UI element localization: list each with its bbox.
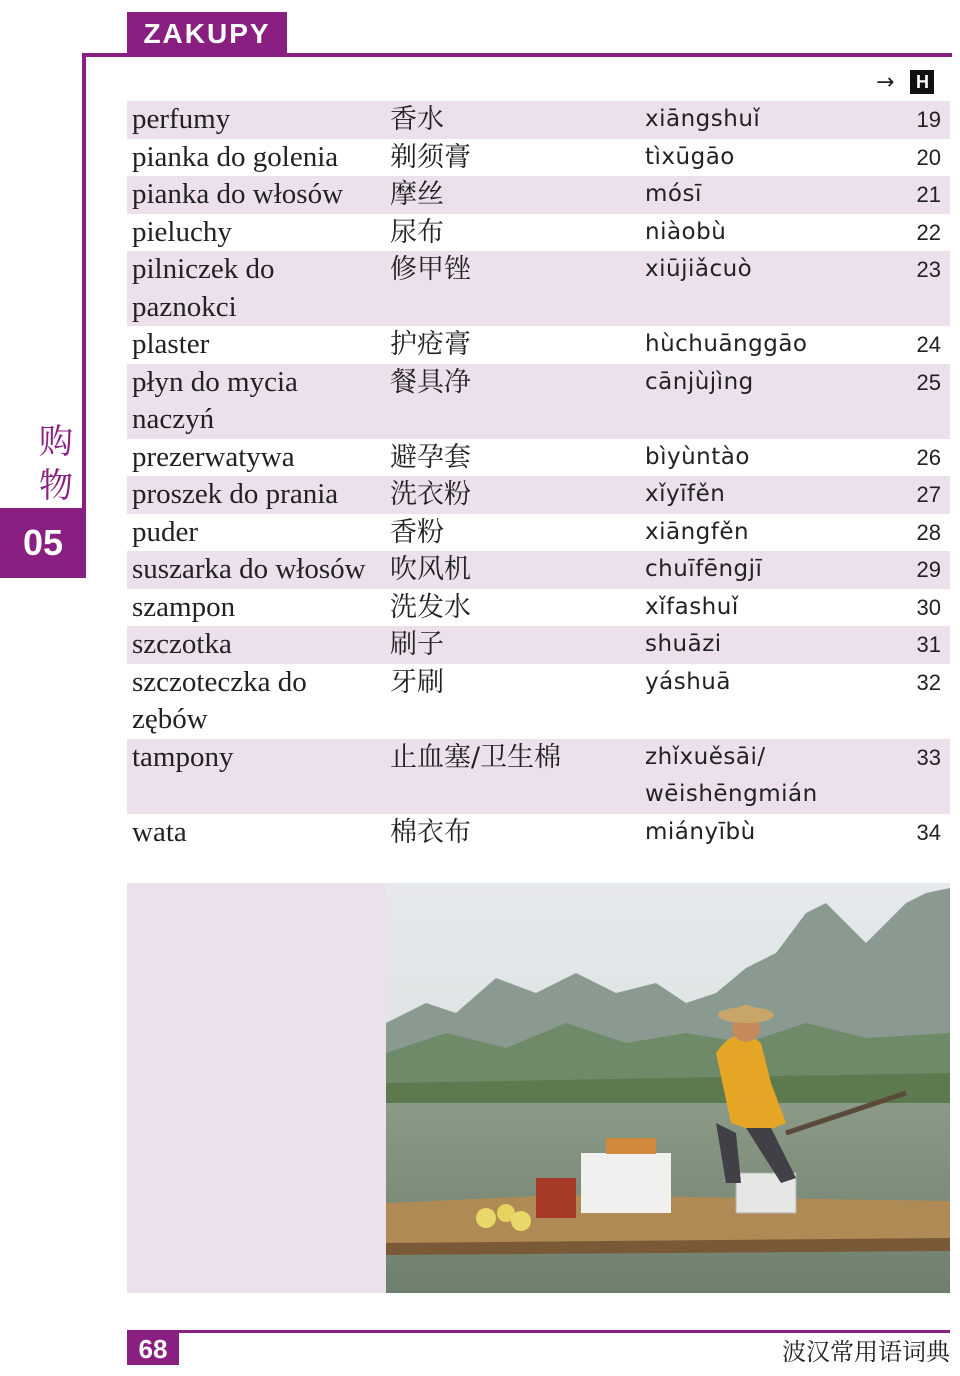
chinese-term: 护疮膏 — [390, 329, 471, 360]
table-row — [127, 364, 950, 439]
side-chinese-title: 购物 — [39, 422, 73, 506]
pinyin: tìxūgāo — [645, 143, 735, 170]
audio-number: 23 — [916, 257, 941, 282]
chinese-term: 香粉 — [390, 516, 444, 548]
chinese-term: 洗发水 — [390, 591, 471, 623]
pinyin: xǐfashuǐ — [645, 593, 739, 620]
page-number: 68 — [127, 1333, 179, 1365]
polish-term: płyn do mycia naczyń — [132, 365, 298, 435]
left-rule — [82, 53, 86, 523]
polish-term: prezerwatywa — [132, 440, 295, 473]
table-row — [127, 664, 950, 739]
chinese-term: 吹风机 — [390, 554, 471, 585]
table-row — [127, 101, 950, 139]
chinese-term: 刷子 — [390, 629, 444, 660]
pinyin: zhǐxuěsāi/ wēishēngmián — [645, 743, 818, 807]
pinyin: mósī — [645, 181, 702, 207]
table-row — [127, 214, 950, 252]
polish-term: puder — [132, 515, 199, 548]
pinyin: xǐyīfěn — [645, 481, 726, 507]
pinyin: miányībù — [645, 818, 756, 845]
book-title: 波汉常用语词典 — [782, 1337, 950, 1366]
pinyin: yáshuā — [645, 668, 731, 695]
photo-side-panel — [127, 883, 386, 1293]
polish-term: tampony — [132, 740, 234, 773]
chinese-term: 棉衣布 — [390, 816, 471, 848]
audio-number: 25 — [916, 369, 941, 395]
table-row — [127, 176, 950, 214]
audio-number: 27 — [916, 482, 941, 507]
chinese-term: 修甲锉 — [390, 254, 471, 285]
arrow-right-icon: → — [876, 69, 895, 95]
audio-number: 20 — [916, 144, 941, 170]
pinyin: niàobù — [645, 218, 727, 245]
audio-number: 31 — [916, 632, 941, 657]
chinese-term: 餐具净 — [390, 366, 471, 398]
table-row — [127, 251, 950, 326]
table-row — [127, 326, 950, 364]
polish-term: szczotka — [132, 628, 232, 660]
pinyin: xiāngshuǐ — [645, 106, 761, 132]
table-row — [127, 514, 950, 552]
polish-term: plaster — [132, 328, 210, 360]
audio-number: 33 — [916, 744, 941, 770]
polish-term: szampon — [132, 590, 236, 623]
chinese-term: 牙刷 — [390, 666, 444, 698]
polish-term: suszarka do włosów — [132, 553, 366, 585]
table-row — [127, 476, 950, 514]
table-row — [127, 626, 950, 664]
table-row — [127, 589, 950, 627]
chinese-term: 摩丝 — [390, 179, 444, 210]
polish-term: pilniczek do paznokci — [132, 253, 275, 323]
chinese-term: 避孕套 — [390, 441, 471, 473]
audio-number: 19 — [916, 107, 941, 132]
chinese-term: 洗衣粉 — [390, 479, 471, 510]
polish-term: pianka do włosów — [132, 178, 344, 210]
chinese-term: 尿布 — [390, 216, 444, 248]
audio-number: 30 — [916, 594, 941, 620]
polish-term: pianka do golenia — [132, 140, 339, 173]
photo-raft-vendor — [386, 883, 950, 1293]
polish-term: szczoteczka do zębów — [132, 665, 307, 735]
table-row — [127, 139, 950, 177]
chinese-term: 剃须膏 — [390, 141, 471, 173]
pinyin: chuīfēngjī — [645, 556, 763, 582]
vocabulary-table — [127, 101, 950, 851]
audio-number: 34 — [916, 819, 941, 845]
audio-number: 29 — [916, 557, 941, 582]
h-box-icon: H — [910, 70, 934, 94]
table-row — [127, 551, 950, 589]
section-title-tab: ZAKUPY — [127, 12, 287, 56]
audio-number: 21 — [916, 182, 941, 207]
audio-number: 22 — [916, 219, 941, 245]
table-row — [127, 814, 950, 852]
audio-legend — [876, 68, 934, 96]
chinese-term: 止血塞/卫生棉 — [390, 741, 562, 773]
polish-term: pieluchy — [132, 215, 232, 248]
table-row — [127, 439, 950, 477]
audio-number: 32 — [916, 669, 941, 695]
top-rule — [82, 53, 952, 57]
pinyin: xiūjiǎcuò — [645, 256, 753, 282]
chapter-number-badge: 05 — [0, 508, 86, 578]
chinese-term: 香水 — [390, 104, 444, 135]
pinyin: xiāngfěn — [645, 518, 750, 545]
polish-term: proszek do prania — [132, 478, 339, 510]
polish-term: perfumy — [132, 103, 231, 135]
polish-term: wata — [132, 815, 187, 848]
audio-number: 24 — [916, 332, 941, 357]
pinyin: hùchuānggāo — [645, 331, 808, 357]
pinyin: shuāzi — [645, 631, 722, 657]
table-row — [127, 739, 950, 814]
audio-number: 28 — [916, 519, 941, 545]
pinyin: cānjùjìng — [645, 368, 754, 395]
pinyin: bìyùntào — [645, 443, 750, 470]
audio-number: 26 — [916, 444, 941, 470]
